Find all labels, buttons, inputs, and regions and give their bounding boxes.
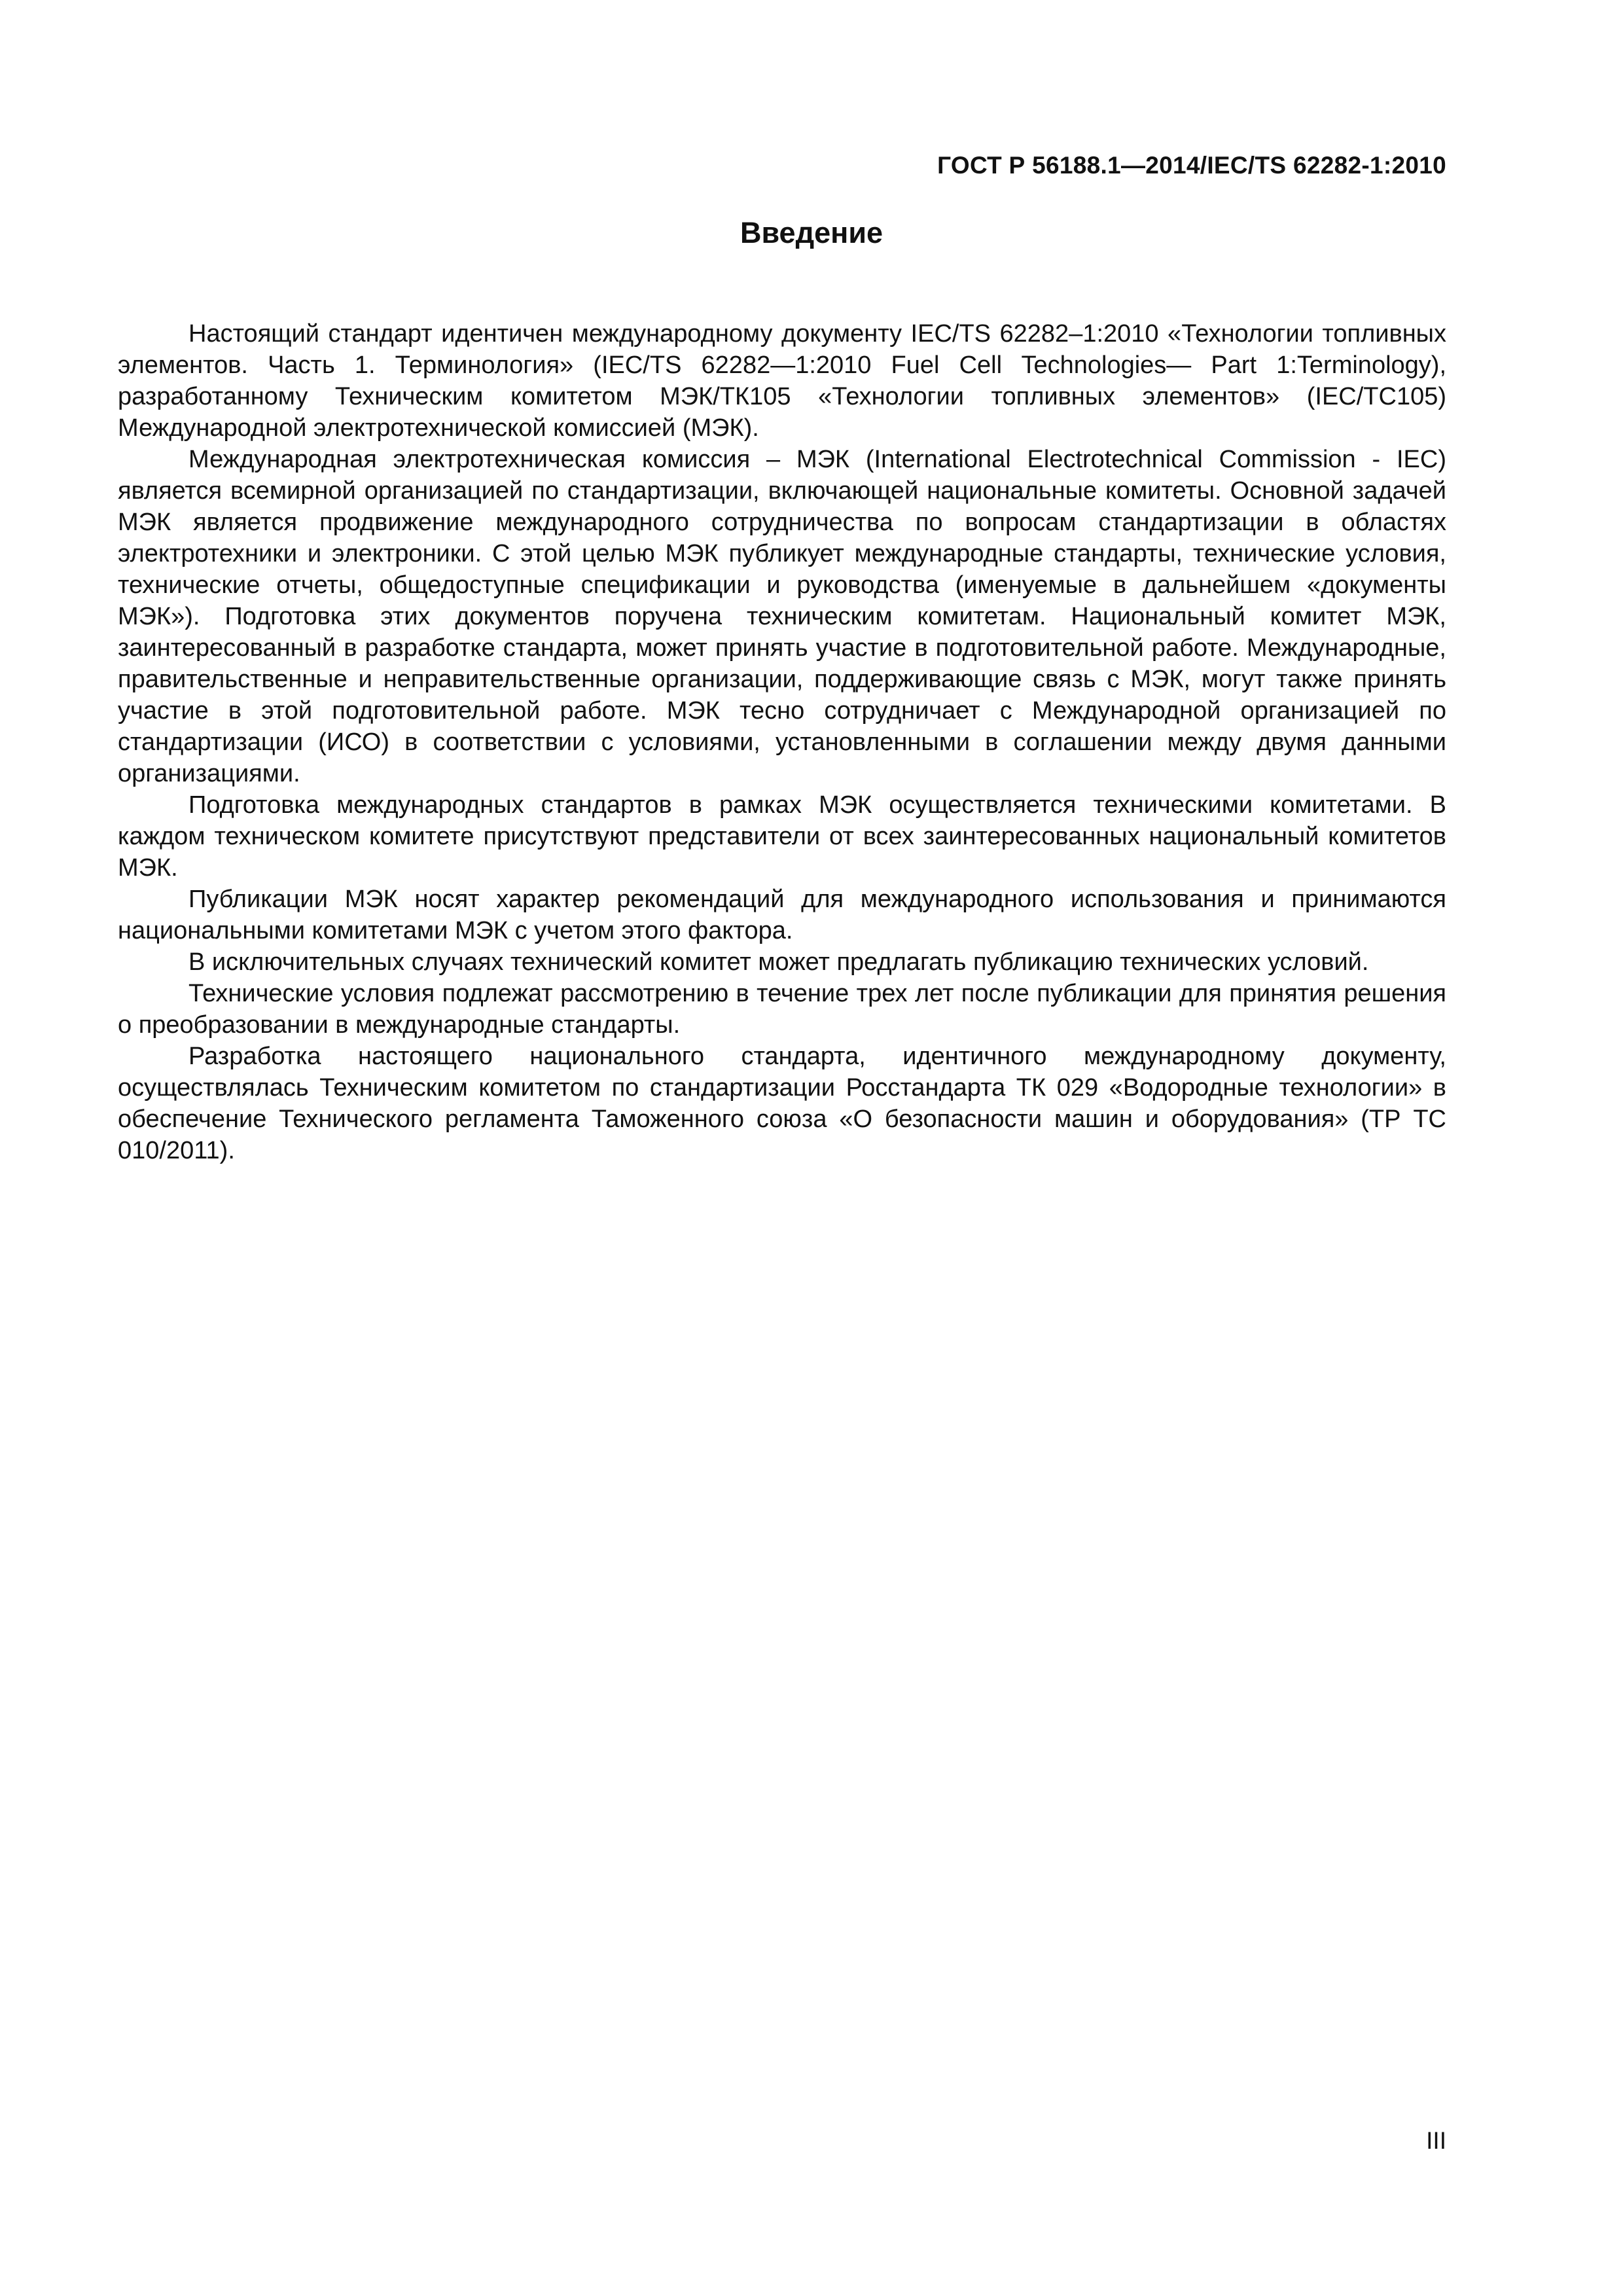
section-title: Введение	[740, 216, 883, 249]
paragraph: Подготовка международных стандартов в рамках МЭК осуществляется техническими комитетами. В каждом техническом комитете присутствуют представители от всех заинтересованных национальный комитетов МЭК.	[118, 791, 1446, 882]
paragraph: В исключительных случаях технический комитет может предлагать публикацию технических условий.	[188, 948, 1369, 976]
document-code: ГОСТ Р 56188.1—2014/IEC/TS 62282-1:2010	[937, 152, 1446, 179]
page-number: III	[1426, 2127, 1446, 2154]
paragraph: Международная электротехническая комиссия – МЭК (International Electrotechnical Commission - IEC) является всемирной организацией по стандартизации, включающей национальные комитеты. Основной задачей МЭК является продвижение международного сотрудничества по вопросам стандартизации в областях электротехники и электроники. С этой целью МЭК публикует международные стандарты, технические условия, технические отчеты, общедоступные спецификации и руководства (именуемые в дальнейшем «документы МЭК»). Подготовка этих документов поручена техническим комитетам. Национальный комитет МЭК, заинтересованный в разработке стандарта, может принять участие в подготовительной работе. Международные, правительственные и неправительственные организации, поддерживающие связь с МЭК, могут также принять участие в этой подготовительной работе. МЭК тесно сотрудничает с Международной организацией по стандартизации (ИСО) в соответствии с условиями, установленными в соглашении между двумя данными организациями.	[118, 446, 1446, 787]
paragraph: Публикации МЭК носят характер рекомендаций для международного использования и принимаются национальными комитетами МЭК с учетом этого фактора.	[118, 886, 1446, 944]
paragraph: Технические условия подлежат рассмотрению в течение трех лет после публикации для принятия решения о преобразовании в международные стандарты.	[118, 980, 1446, 1039]
paragraph: Настоящий стандарт идентичен международному документу IEC/TS 62282–1:2010 «Технологии топливных элементов. Часть 1. Терминология» (IEC/TS 62282—1:2010 Fuel Cell Technologies— Part 1:Terminology), разработанному Техническим комитетом МЭК/ТК105 «Технологии топливных элементов» (IEC/TC105) Международной электротехнической комиссией (МЭК).	[118, 320, 1446, 442]
body-text	[118, 318, 1446, 1166]
paragraph: Разработка настоящего национального стандарта, идентичного международному документу, осуществлялась Техническим комитетом по стандартизации Росстандарта ТК 029 «Водородные технологии» в обеспечение Технического регламента Таможенного союза «О безопасности машин и оборудования» (ТР ТС 010/2011).	[118, 1043, 1446, 1164]
